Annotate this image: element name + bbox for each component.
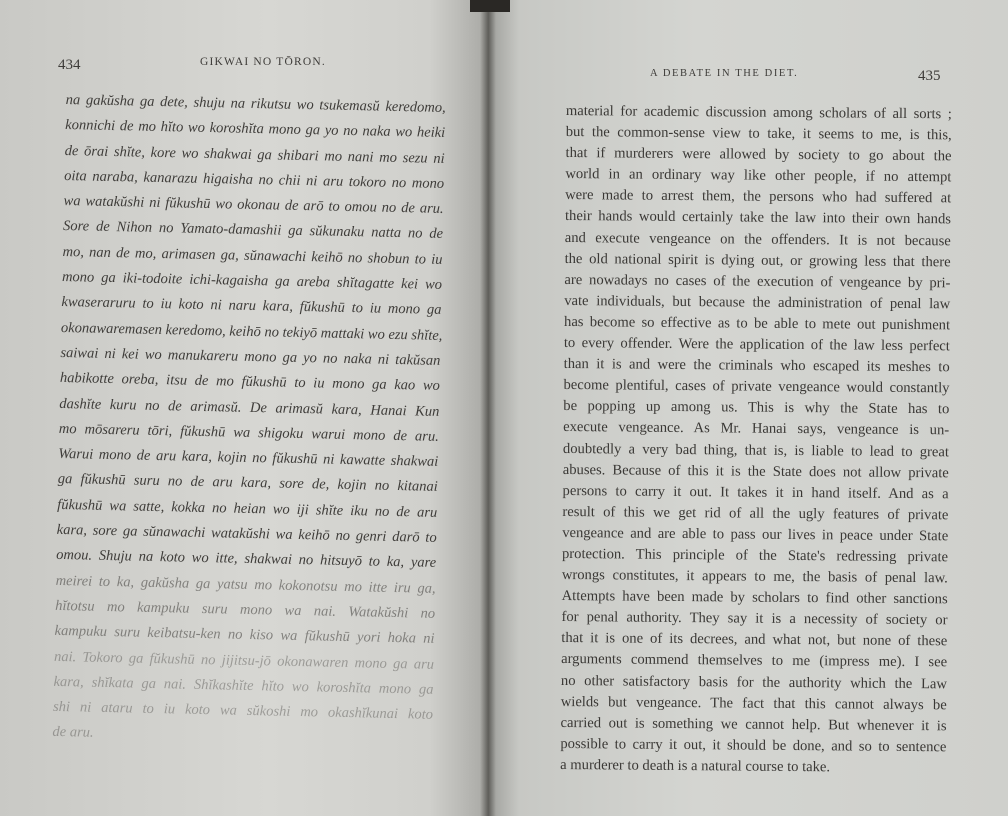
text-line: wrongs constitutes, it appears to me, the basis of penal law. (561, 567, 948, 587)
text-line: mono ga iki-todoite ichi-kagaisha ga areba shĭtagatte kei wo (61, 269, 443, 293)
text-line: their hands would certainly take the law into their own hands (564, 208, 952, 228)
text-line: Attempts have been made by scholars to find other sanctions (561, 588, 948, 608)
text-line: konnichi de mo hĭto wo koroshĭta mono ga yo no naka wo heiki (65, 117, 446, 142)
text-line: possible to carry it out, it should be done, and so to sentence (560, 735, 947, 756)
text-line: and execute vengeance on the offenders. It is not because (564, 229, 951, 249)
text-line: omou. Shuju na koto wo itte, shakwai no hitsuyō to ka, yare (56, 547, 437, 572)
text-line: vate individuals, but because the administration of penal law (564, 292, 951, 313)
text-line: kampuku suru keibatsu-ken no kiso wa fŭkushū yori hoka ni (54, 623, 435, 648)
text-line: be popping up among us. This is why the State has to (563, 398, 950, 418)
text-line: for penal authority. They say it is a necessity of society or (561, 609, 948, 629)
left-page-body (52, 88, 446, 754)
text-line: ga fŭkushū suru no de aru kara, sore de, kojin no kitanai (57, 471, 438, 496)
text-line: mo mōsareru tōri, fŭkushū wa shigoku warui mono de aru. (58, 420, 439, 445)
text-line: no other satisfactory basis for the authority which the Law (560, 672, 947, 692)
text-line: were made to arrest them, the persons who had suffered at (565, 187, 952, 207)
right-running-head: A DEBATE IN THE DIET. (650, 68, 799, 79)
text-line: de aru. (52, 724, 94, 742)
text-line: are nowadays no cases of the execution of vengeance by pri- (564, 271, 951, 292)
text-line: na gakŭsha ga dete, shuju na rikutsu wo tsukemasŭ keredomo, (65, 91, 446, 116)
text-line: result of this we get rid of all the ugly features of private (562, 503, 949, 524)
text-line: that if murderers were allowed by society to go about the (565, 145, 952, 165)
text-line: has become so effective as to be able to mete out punishment (564, 313, 951, 334)
text-line: dashĭte kuru no de arimasŭ. De arimasŭ kara, Hanai Kun (59, 395, 440, 420)
text-line: doubtedly a very bad thing, that is, is liable to lead to great (562, 440, 950, 460)
text-line: wields but vengeance. The fact that this cannot always be (560, 693, 947, 713)
text-line: protection. This principle of the State's redressing private (561, 545, 949, 566)
right-page-number: 435 (918, 68, 941, 84)
text-line: the old national spirit is dying out, or growing less that there (564, 250, 951, 271)
text-line: abuses. Because of this it is the State does not allow private (562, 461, 949, 481)
text-line: become plentiful, cases of private vengeance would constantly (563, 377, 950, 397)
text-line: shi ni ataru to iu koto wa sŭkoshi mo okashĭkunai koto (52, 698, 434, 723)
spine-shadow (470, 0, 510, 12)
text-line: world in an ordinary way like other people, if no attempt (565, 166, 952, 186)
left-page-number: 434 (58, 57, 81, 73)
text-line: fŭkushū wa satte, kokka no heian wo iji shĭte iku no de aru (57, 496, 438, 521)
text-line: mo, nan de mo, arimasen ga, sŭnawachi keihō no shobun to iu (62, 243, 443, 268)
text-line: Warui mono de aru kara, kojin no fŭkushū ni kawatte shakwai (58, 446, 439, 471)
text-line: saiwai ni kei wo manukareru mono ga yo no naka ni takŭsan (60, 344, 441, 369)
text-line: habikotte oreba, itsu de mo fŭkushū to iu mono ga kao wo (59, 370, 441, 395)
text-line: vengeance and are able to pass our lives in peace under State (562, 524, 949, 545)
text-line: meirei to ka, gakŭsha ga yatsu mo kokonotsu mo itte iru ga, (55, 572, 436, 597)
text-line: persons to carry it out. It takes it in hand itself. And as a (562, 482, 949, 503)
text-line: wa watakŭshi ni fŭkushū wo okonau de arō to omou no de aru. (63, 193, 444, 218)
text-line: that it is one of its decrees, and what not, but none of these (561, 630, 948, 650)
text-line: hĭtotsu mo kampuku suru mono wa nai. Watakŭshi no (54, 597, 436, 622)
text-line: kwaseraruru to iu koto ni naru kara, fŭkushū to iu mono ga (61, 294, 442, 319)
text-line: oita naraba, kanarazu higaisha no chii ni aru tokoro no mono (63, 167, 445, 192)
text-line: to every offender. Were the application of the law less perfect (563, 335, 950, 355)
text-line: de ōrai shĭte, kore wo shakwai ga shibari mo nani mo sezu ni (64, 142, 445, 167)
right-page-body (560, 101, 952, 779)
text-line: kara, sore ga sŭnawachi watakŭshi wa keihō no genri darō to (56, 521, 437, 546)
left-running-head: GIKWAI NO TŌRON. (200, 56, 326, 68)
text-line: Sore de Nihon no Yamato-damashii ga sŭkunaku natta no de (62, 218, 444, 243)
text-line: execute vengeance. As Mr. Hanai says, vengeance is un- (563, 419, 950, 439)
text-line: nai. Tokoro ga fŭkushū no jijitsu-jō okonawaren mono ga aru (53, 648, 435, 673)
text-line: okonawaremasen keredomo, keihō no tekiyō mattaki wo ezu shĭte, (60, 319, 443, 344)
text-line: kara, shĭkata ga nai. Shĭkashĭte hĭto wo koroshĭta mono ga (53, 673, 434, 698)
text-line: but the common-sense view to take, it seems to me, is this, (565, 124, 952, 144)
text-line: a murderer to death is a natural course to take. (560, 756, 831, 776)
book-gutter (480, 0, 496, 816)
text-line: carried out is something we cannot help. But whenever it is (560, 714, 947, 735)
text-line: than it is and were the criminals who escaped its meshes to (563, 356, 950, 376)
text-line: material for academic discussion among scholars of all sorts ; (565, 102, 952, 123)
text-line: arguments commend themselves to me (impress me). I see (561, 651, 948, 671)
